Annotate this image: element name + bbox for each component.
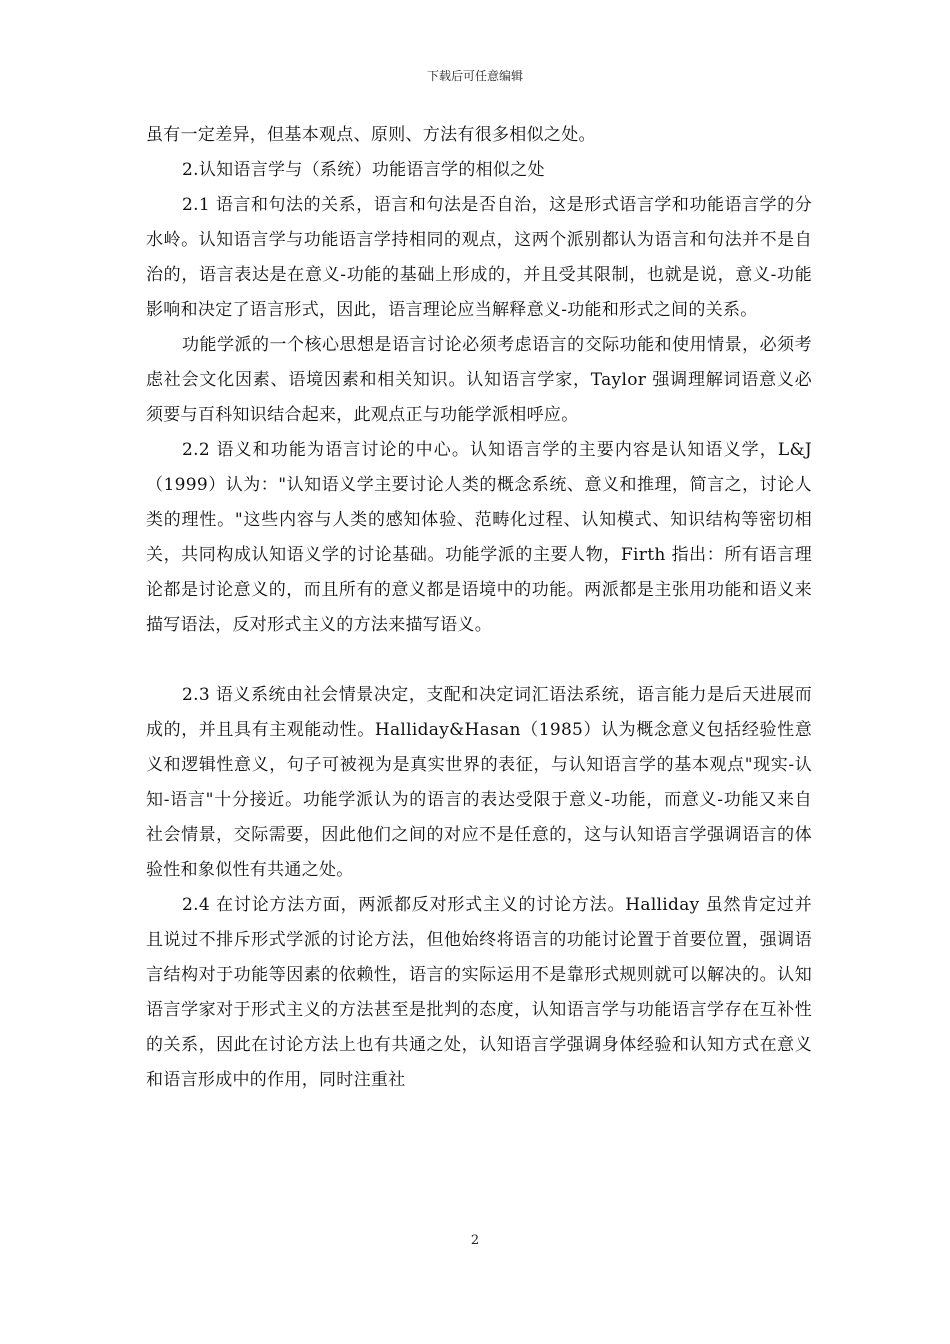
paragraph-spacer (146, 643, 812, 678)
page-header: 下载后可任意编辑 (426, 69, 523, 83)
section-heading-2: 2.认知语言学与（系统）功能语言学的相似之处 (182, 160, 545, 180)
body-text (146, 118, 812, 1098)
paragraph-functional-school: 功能学派的一个核心思想是语言讨论必须考虑语言的交际功能和使用情景，必须考虑社会文化因素、语境因素和相关知识。认知语言学家，Taylor 强调理解词语意义必须要与百科知识结合起来，此观点正与功能学派相呼应。 (146, 335, 812, 425)
paragraph-2-4: 2.4 在讨论方法方面，两派都反对形式主义的讨论方法。Halliday 虽然肯定过并且说过不排斥形式学派的讨论方法，但他始终将语言的功能讨论置于首要位置，强调语言结构对于功能等因素的依赖性，语言的实际运用不是靠形式规则就可以解决的。认知语言学家对于形式主义的方法甚至是批判的态度，认知语言学与功能语言学存在互补性的关系，因此在讨论方法上也有共通之处，认知语言学强调身体经验和认知方式在意义和语言形成中的作用，同时注重社 (146, 895, 812, 1090)
paragraph-2-1: 2.1 语言和句法的关系，语言和句法是否自治，这是形式语言学和功能语言学的分水岭。认知语言学与功能语言学持相同的观点，这两个派别都认为语言和句法并不是自治的，语言表达是在意义-功能的基础上形成的，并且受其限制，也就是说，意义-功能影响和决定了语言形式，因此，语言理论应当解释意义-功能和形式之间的关系。 (146, 195, 812, 320)
paragraph-continuation: 虽有一定差异，但基本观点、原则、方法有很多相似之处。 (146, 125, 596, 145)
paragraph-2-2: 2.2 语义和功能为语言讨论的中心。认知语言学的主要内容是认知语义学，L&J（1999）认为："认知语义学主要讨论人类的概念系统、意义和推理，简言之，讨论人类的理性。"这些内容与人类的感知体验、范畴化过程、认知模式、知识结构等密切相关，共同构成认知语义学的讨论基础。功能学派的主要人物，Firth 指出：所有语言理论都是讨论意义的，而且所有的意义都是语境中的功能。两派都是主张用功能和语义来描写语法，反对形式主义的方法来描写语义。 (146, 440, 812, 635)
page-number: 2 (470, 1233, 480, 1248)
paragraph-2-3: 2.3 语义系统由社会情景决定，支配和决定词汇语法系统，语言能力是后天进展而成的，并且具有主观能动性。Halliday&Hasan（1985）认为概念意义包括经验性意义和逻辑性意义，句子可被视为是真实世界的表征，与认知语言学的基本观点"现实-认知-语言"十分接近。功能学派认为的语言的表达受限于意义-功能，而意义-功能又来自社会情景，交际需要，因此他们之间的对应不是任意的，这与认知语言学强调语言的体验性和象似性有共通之处。 (146, 685, 812, 880)
